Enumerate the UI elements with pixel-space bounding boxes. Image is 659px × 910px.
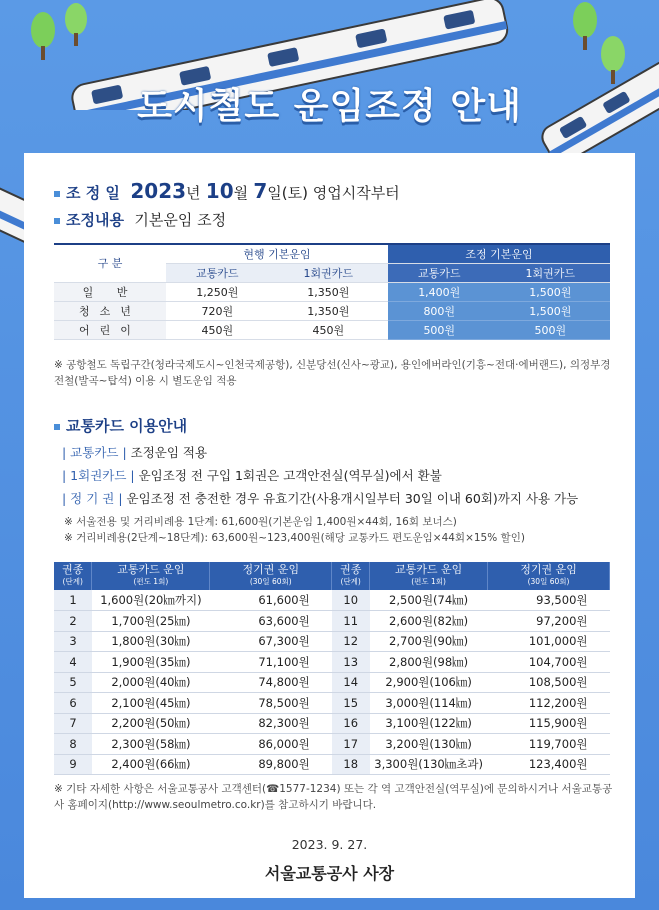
table-row: 청소년 720원 1,350원 800원 1,500원 (54, 301, 610, 320)
table-row (54, 611, 610, 632)
fare-header-current: 현행 기본운임 (166, 244, 388, 263)
card-info-item: | 정 기 권 | 운임조정 전 충전한 경우 유효기간(사용개시일부터 30일 이내 60회)까지 사용 가능 (62, 491, 579, 506)
pass-cell: 3,000원(114㎞) (370, 693, 488, 714)
pass-cell: 89,800원 (210, 754, 332, 775)
pass-table-body (54, 590, 610, 775)
pass-header-card: 교통카드 운임 (편도 1회) (92, 562, 210, 590)
pass-cell: 1,900원(35㎞) (92, 652, 210, 673)
page-title: 도시철도 운임조정 안내 (137, 86, 522, 127)
content-row (54, 209, 226, 230)
table-row: 일 반 1,250원 1,350원 1,400원 1,500원 (54, 282, 610, 301)
fare-header-adjusted: 조정 기본운임 (388, 244, 610, 263)
pass-cell: 2,000원(40㎞) (92, 672, 210, 693)
pass-cell: 10 (332, 590, 370, 611)
pass-cell: 2,500원(74㎞) (370, 590, 488, 611)
bullet-icon (54, 218, 60, 224)
pass-cell: 3,300원(130㎞초과) (370, 754, 488, 775)
pass-cell: 2 (54, 611, 92, 632)
table-row (54, 652, 610, 673)
table-row: 어린이 450원 450원 500원 500원 (54, 320, 610, 339)
fare-subheader: 교통카드 (166, 263, 269, 282)
fare-header-category: 구 분 (54, 244, 166, 282)
pass-cell: 123,400원 (488, 754, 610, 775)
pass-cell: 5 (54, 672, 92, 693)
tree-icon (30, 12, 56, 62)
pass-cell: 119,700원 (488, 734, 610, 755)
pass-cell: 2,800원(98㎞) (370, 652, 488, 673)
pass-cell: 2,600원(82㎞) (370, 611, 488, 632)
pass-cell: 2,300원(58㎞) (92, 734, 210, 755)
card-info-title: 교통카드 이용안내 (54, 415, 187, 436)
pass-cell: 115,900원 (488, 713, 610, 734)
content-label: 조정내용 (66, 211, 124, 229)
pass-cell: 11 (332, 611, 370, 632)
pass-cell: 2,400원(66㎞) (92, 754, 210, 775)
pass-cell: 61,600원 (210, 590, 332, 611)
pass-cell: 12 (332, 631, 370, 652)
pass-note: ※ 거리비례용(2단계~18단계): 63,600원~123,400원(해당 교통카드 편도운임×44회×15% 할인) (64, 532, 525, 544)
pass-cell: 1 (54, 590, 92, 611)
footnote-separate-fare: ※ 공항철도 독립구간(청라국제도시~인천국제공항), 신분당선(신사~광교), 용인에버라인(기흥~전대·에버랜드), 의정부경전철(발곡~탑석) 이용 시 별도운임 적용 (54, 359, 611, 387)
pass-fare-table (54, 562, 610, 775)
pass-header-card: 교통카드 운임 (편도 1회) (370, 562, 488, 590)
pass-cell: 15 (332, 693, 370, 714)
pass-cell: 14 (332, 672, 370, 693)
pass-cell: 6 (54, 693, 92, 714)
pass-cell: 18 (332, 754, 370, 775)
pass-cell: 2,200원(50㎞) (92, 713, 210, 734)
pass-cell: 86,000원 (210, 734, 332, 755)
pass-cell: 108,500원 (488, 672, 610, 693)
pass-cell: 93,500원 (488, 590, 610, 611)
pass-header-pass: 정기권 운임 (30일 60회) (488, 562, 610, 590)
table-row (54, 713, 610, 734)
bullet-icon (54, 191, 60, 197)
schedule-day: 7 (253, 179, 268, 203)
pass-cell: 9 (54, 754, 92, 775)
card-info-item: | 교통카드 | 조정운임 적용 (62, 445, 208, 460)
table-row (54, 672, 610, 693)
pass-cell: 16 (332, 713, 370, 734)
notice-card (24, 153, 635, 898)
bullet-icon (54, 424, 60, 430)
pass-header-grade: 권종 (단계) (54, 562, 92, 590)
pass-cell: 63,600원 (210, 611, 332, 632)
card-info-item: | 1회권카드 | 운임조정 전 구입 1회권은 고객안전실(역무실)에서 환불 (62, 468, 442, 483)
pass-cell: 1,700원(25㎞) (92, 611, 210, 632)
table-row (54, 734, 610, 755)
pass-header-grade: 권종 (단계) (332, 562, 370, 590)
fare-subheader: 1회권카드 (269, 263, 388, 282)
fare-table (54, 243, 610, 340)
table-row (54, 693, 610, 714)
table-row (54, 631, 610, 652)
pass-cell: 1,600원(20㎞까지) (92, 590, 210, 611)
pass-cell: 2,700원(90㎞) (370, 631, 488, 652)
table-row (54, 590, 610, 611)
table-row (54, 754, 610, 775)
pass-cell: 8 (54, 734, 92, 755)
pass-cell: 4 (54, 652, 92, 673)
pass-cell: 78,500원 (210, 693, 332, 714)
pass-cell: 1,800원(30㎞) (92, 631, 210, 652)
pass-cell: 13 (332, 652, 370, 673)
pass-cell: 97,200원 (488, 611, 610, 632)
pass-cell: 74,800원 (210, 672, 332, 693)
fare-subheader: 1회권카드 (491, 263, 610, 282)
pass-header-pass: 정기권 운임 (30일 60회) (210, 562, 332, 590)
pass-cell: 3 (54, 631, 92, 652)
pass-cell: 112,200원 (488, 693, 610, 714)
fare-subheader: 교통카드 (388, 263, 491, 282)
pass-cell: 3,100원(122㎞) (370, 713, 488, 734)
pass-cell: 82,300원 (210, 713, 332, 734)
pass-cell: 2,900원(106㎞) (370, 672, 488, 693)
schedule-label: 조 정 일 (66, 184, 120, 202)
pass-cell: 17 (332, 734, 370, 755)
pass-cell: 7 (54, 713, 92, 734)
issue-date: 2023. 9. 27. (291, 837, 368, 852)
tree-icon (572, 2, 598, 52)
schedule-year: 2023 (130, 179, 187, 203)
content-value: 기본운임 조정 (134, 211, 227, 229)
pass-cell: 67,300원 (210, 631, 332, 652)
pass-cell: 3,200원(130㎞) (370, 734, 488, 755)
footnote-contact: ※ 기타 자세한 사항은 서울교통공사 고객센터(☎1577-1234) 또는 각 역 고객안전실(역무실)에 문의하시거나 서울교통공사 홈페이지(http://www.seoulmetro.co.kr)를 참고하시기 바랍니다. (54, 783, 613, 811)
pass-cell: 71,100원 (210, 652, 332, 673)
pass-cell: 2,100원(45㎞) (92, 693, 210, 714)
pass-note: ※ 서울전용 및 거리비례용 1단계: 61,600원(기본운임 1,400원×44회, 16회 보너스) (64, 516, 457, 528)
schedule-month: 10 (205, 179, 234, 203)
pass-cell: 101,000원 (488, 631, 610, 652)
signature: 서울교통공사 사장 (264, 864, 395, 883)
pass-cell: 104,700원 (488, 652, 610, 673)
schedule-row: 조 정 일 2023년 10월 7일(토) 영업시작부터 (54, 179, 400, 203)
